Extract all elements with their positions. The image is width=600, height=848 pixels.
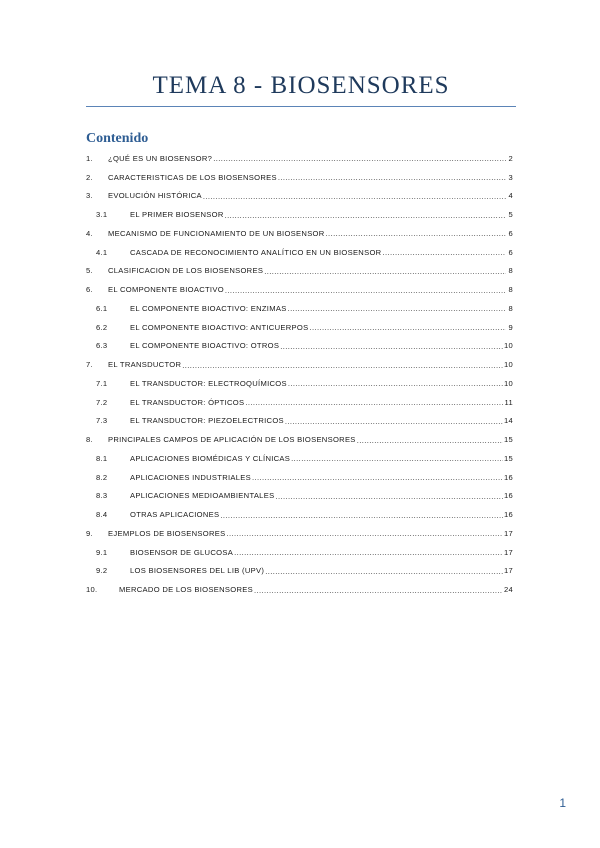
toc-entry-page: 9 <box>508 322 513 332</box>
toc-entry-title: LOS BIOSENSORES DEL LIB (UPV) <box>130 566 265 576</box>
toc-leader-dots <box>288 303 506 313</box>
toc-entry-title: APLICACIONES MEDIOAMBIENTALES <box>130 491 275 501</box>
toc-entry-page: 17 <box>503 528 513 538</box>
toc-leader-dots <box>288 378 503 388</box>
toc-leader-dots <box>203 191 506 201</box>
toc-entry-page: 14 <box>503 416 513 426</box>
toc-entry[interactable] <box>86 187 513 206</box>
toc-entry-page: 8 <box>508 303 513 313</box>
toc-leader-dots <box>265 566 503 576</box>
toc-entry-title: CARACTERISTICAS DE LOS BIOSENSORES <box>108 172 277 182</box>
toc-leader-dots <box>220 510 503 520</box>
toc-entry-title: EL TRANSDUCTOR: ÓPTICOS <box>130 397 245 407</box>
toc-heading: Contenido <box>86 131 149 146</box>
toc-entry-page: 8 <box>508 285 513 295</box>
toc-entry-title: BIOSENSOR DE GLUCOSA <box>130 547 234 557</box>
toc-entry-number: 8.1 <box>96 453 108 463</box>
toc-entry[interactable] <box>86 412 513 431</box>
toc-entry-page: 16 <box>503 491 513 501</box>
toc-entry-page: 2 <box>508 153 513 163</box>
toc-entry-page: 5 <box>508 210 513 220</box>
toc-entry-page: 6 <box>508 228 513 238</box>
toc-entry-page: 24 <box>503 585 513 595</box>
toc-entry-number: 10. <box>86 585 98 595</box>
toc-entry[interactable] <box>86 149 513 168</box>
toc-entry-number: 8.3 <box>96 491 108 501</box>
toc-entry-title: EL COMPONENTE BIOACTIVO <box>108 285 224 295</box>
toc-entry-page: 10 <box>503 378 513 388</box>
toc-leader-dots <box>264 266 506 276</box>
toc-leader-dots <box>225 210 506 220</box>
toc-entry-number: 2. <box>86 172 93 182</box>
toc-entry-number: 3.1 <box>96 210 108 220</box>
toc-entry-title: MECANISMO DE FUNCIONAMIENTO DE UN BIOSENSOR <box>108 228 325 238</box>
toc-entry-title: EL COMPONENTE BIOACTIVO: ANTICUERPOS <box>130 322 309 332</box>
toc-leader-dots <box>226 528 502 538</box>
toc-entry-page: 10 <box>503 360 513 370</box>
toc-entry[interactable] <box>86 430 513 449</box>
toc-entry-page: 4 <box>508 191 513 201</box>
toc-entry-page: 17 <box>503 547 513 557</box>
toc-leader-dots <box>182 360 503 370</box>
document-title: TEMA 8 - BIOSENSORES <box>152 72 450 99</box>
toc-leader-dots <box>254 585 503 595</box>
toc-entry-number: 4.1 <box>96 247 108 257</box>
toc-entry[interactable] <box>86 543 513 562</box>
toc-entry-page: 16 <box>503 472 513 482</box>
toc-entry[interactable] <box>86 224 513 243</box>
toc-leader-dots <box>245 397 503 407</box>
toc-entry-title: OTRAS APLICACIONES <box>130 510 220 520</box>
toc-entry[interactable] <box>86 449 513 468</box>
toc-entry-title: EL TRANSDUCTOR <box>108 360 182 370</box>
toc-entry-title: PRINCIPALES CAMPOS DE APLICACIÓN DE LOS BIOSENSORES <box>108 435 356 445</box>
toc-leader-dots <box>280 341 503 351</box>
toc-entry-number: 9.2 <box>96 566 108 576</box>
toc-leader-dots <box>326 228 506 238</box>
toc-entry-page: 6 <box>508 247 513 257</box>
toc-entry-title: CLASIFICACION DE LOS BIOSENSORES <box>108 266 264 276</box>
toc-entry-number: 3. <box>86 191 93 201</box>
toc-entry-title: EL PRIMER BIOSENSOR <box>130 210 224 220</box>
toc-entry-title: MERCADO DE LOS BIOSENSORES <box>119 585 253 595</box>
toc-leader-dots <box>357 435 503 445</box>
toc-entry[interactable] <box>86 580 513 599</box>
toc-entry[interactable] <box>86 374 513 393</box>
toc-entry-number: 6. <box>86 285 93 295</box>
toc-entry-page: 17 <box>503 566 513 576</box>
toc-entry-title: EJEMPLOS DE BIOSENSORES <box>108 528 226 538</box>
toc-entry-number: 7. <box>86 360 93 370</box>
toc-entry-page: 16 <box>503 510 513 520</box>
toc-entry[interactable] <box>86 562 513 581</box>
toc-entry-number: 1. <box>86 153 93 163</box>
toc-entry[interactable] <box>86 393 513 412</box>
toc-entry[interactable] <box>86 355 513 374</box>
toc-entry-number: 4. <box>86 228 93 238</box>
toc-entry[interactable] <box>86 524 513 543</box>
toc-leader-dots <box>278 172 506 182</box>
toc-entry[interactable] <box>86 468 513 487</box>
toc-entry[interactable] <box>86 262 513 281</box>
toc-entry-number: 7.2 <box>96 397 108 407</box>
toc-entry-title: EL TRANSDUCTOR: PIEZOELECTRICOS <box>130 416 284 426</box>
toc-entry-title: ¿QUÉ ES UN BIOSENSOR? <box>108 153 213 163</box>
toc-entry[interactable] <box>86 280 513 299</box>
toc-leader-dots <box>285 416 503 426</box>
toc-entry-number: 7.3 <box>96 416 108 426</box>
toc-entry[interactable] <box>86 299 513 318</box>
toc-entry-page: 10 <box>503 341 513 351</box>
toc-leader-dots <box>252 472 503 482</box>
toc-entry-title: APLICACIONES INDUSTRIALES <box>130 472 252 482</box>
page-number: 1 <box>559 796 566 810</box>
toc-entry-number: 5. <box>86 266 93 276</box>
toc-entry[interactable] <box>86 243 513 262</box>
toc-entry-page: 15 <box>503 453 513 463</box>
toc-entry[interactable] <box>86 487 513 506</box>
toc-leader-dots <box>225 285 506 295</box>
toc-entry-title: EL COMPONENTE BIOACTIVO: ENZIMAS <box>130 303 287 313</box>
toc-entry-title: APLICACIONES BIOMÉDICAS Y CLÍNICAS <box>130 453 291 463</box>
toc-entry-number: 6.3 <box>96 341 108 351</box>
toc-entry-number: 7.1 <box>96 378 108 388</box>
toc-entry-number: 9. <box>86 528 93 538</box>
toc-entry-number: 8.2 <box>96 472 108 482</box>
toc-entry-page: 15 <box>503 435 513 445</box>
toc-entry-number: 8. <box>86 435 93 445</box>
toc-entry-title: EL COMPONENTE BIOACTIVO: OTROS <box>130 341 280 351</box>
toc-entry-page: 3 <box>508 172 513 182</box>
toc-entry-page: 11 <box>504 397 513 407</box>
toc-entry[interactable] <box>86 205 513 224</box>
toc-entry-title: CASCADA DE RECONOCIMIENTO ANALÍTICO EN UN BIOSENSOR <box>130 247 382 257</box>
title-underline <box>86 106 516 107</box>
toc-leader-dots <box>382 247 506 257</box>
toc-leader-dots <box>309 322 506 332</box>
toc-entry-page: 8 <box>508 266 513 276</box>
table-of-contents <box>86 149 513 599</box>
toc-entry[interactable] <box>86 318 513 337</box>
toc-entry-title: EL TRANSDUCTOR: ELECTROQUÍMICOS <box>130 378 287 388</box>
toc-entry-number: 8.4 <box>96 510 108 520</box>
toc-entry-number: 9.1 <box>96 547 108 557</box>
toc-entry-number: 6.1 <box>96 303 108 313</box>
toc-leader-dots <box>234 547 503 557</box>
toc-leader-dots <box>275 491 503 501</box>
toc-leader-dots <box>213 153 506 163</box>
toc-leader-dots <box>291 453 503 463</box>
toc-entry[interactable] <box>86 505 513 524</box>
toc-entry[interactable] <box>86 168 513 187</box>
toc-entry-title: EVOLUCIÓN HISTÓRICA <box>108 191 202 201</box>
toc-entry-number: 6.2 <box>96 322 108 332</box>
toc-entry[interactable] <box>86 337 513 356</box>
